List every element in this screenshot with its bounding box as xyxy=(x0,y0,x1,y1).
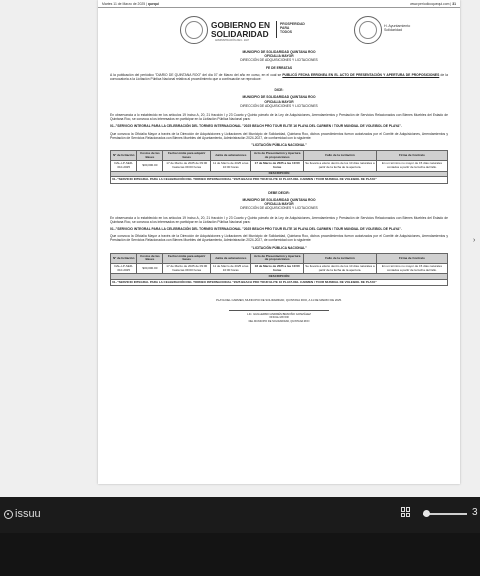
dice-direction: DIRECCIÓN DE ADQUISICIONES Y LICITACIONES xyxy=(240,103,318,108)
viewer-footer xyxy=(0,533,480,576)
government-header xyxy=(98,10,460,48)
debe-municipality: MUNICIPIO DE SOLIDARIDAD QUINTANA ROO xyxy=(242,198,316,203)
newspaper-page xyxy=(98,0,460,484)
table-cell: En un término no mayor de 15 días naturales contados a partir de la fecha del fallo. xyxy=(376,264,447,274)
signature-line xyxy=(229,310,329,311)
table-header: Fecha Límite para adquirir bases xyxy=(163,253,211,263)
table-desc: 01.-"SERVICIO INTEGRAL PARA LA CELEBRACIÓN DEL TORNEO INTERNACIONAL "2025 BEACH PRO TOUR ELITE 16 PLAYA DEL CARMEN / TOUR MUNDIAL DE VOLEIBOL DE PLAYA" xyxy=(111,279,448,286)
table-header: Junta de aclaraciones xyxy=(211,253,251,263)
state-seal-icon xyxy=(180,16,208,44)
top-strip-right: www.periodicoquequi.com | 31 xyxy=(410,1,456,6)
debe-paragraph-1: En observancia a lo establecido en los artículos 19 inciso A, 20, 21 fracción I y 23 Cuarto y Quinto párrafo de la Ley de Adquisiciones, Arrendamientos y Prestación de Servicios Relacionados con Bienes Muebles del Estado de Quintana Roo, se convoca a los interesados en participar en la Licitación Pública Nacional para: xyxy=(110,215,448,224)
place-date: PLAYA DEL CARMEN, MUNICIPIO DE SOLIDARIDAD, QUINTANA ROO, A 11 DE MARZO DE 2025. xyxy=(216,298,342,303)
table-cell: 18 de Marzo de 2025 a las 10:00 horas xyxy=(251,264,304,274)
table-cell: DAL-LP-SER-010-2025 xyxy=(111,264,137,274)
table-header: Fecha Límite para adquirir bases xyxy=(163,151,211,161)
table-row xyxy=(111,161,448,171)
table-cell: $30,000.00 xyxy=(137,161,163,171)
debe-heading: DEBE DECIR: xyxy=(268,190,290,195)
table-header: Acto de Presentación y Apertura de proposiciones xyxy=(251,151,304,161)
dice-office: OFICIALIA MAYOR xyxy=(264,99,294,104)
debe-office: OFICIALIA MAYOR xyxy=(264,202,294,207)
table-cell: 17 de Marzo de 2025 de 09:00 hasta las 09:00 horas xyxy=(163,264,211,274)
debe-table xyxy=(110,253,448,287)
table-header: Nº de licitación xyxy=(111,253,137,263)
table-desc-row xyxy=(111,279,448,286)
municipality-name: H. Ayuntamiento Solidaridad xyxy=(384,24,411,33)
table-header-row xyxy=(111,151,448,161)
table-header: Junta de aclaraciones xyxy=(211,151,251,161)
table-header: Acto de Presentación y Apertura de proposiciones xyxy=(251,253,304,263)
intro-municipality: MUNICIPIO DE SOLIDARIDAD QUINTANA ROO xyxy=(242,50,316,54)
table-header: Costos de las Bases xyxy=(137,253,163,263)
table-cell: 17 de Marzo de 2025 de 09:00 hasta las 09:00 horas xyxy=(163,161,211,171)
dice-paragraph-2: Que convoca la Oficialía Mayor a través de la Dirección de Adquisiciones y Licitaciones del Municipio de Solidaridad, Quintana Roo, dichos procedimientos fueron autorizados por el Comité de Adquisiciones, Arrendamientos y Prestación de Servicios Relacionados con Bienes Muebles del Ayuntamiento, Administración 2024-2027, de conformidad con lo siguiente: xyxy=(110,131,448,140)
table-cell: 11 de Marzo de 2025 a las 10:00 horas xyxy=(211,264,251,274)
table-desc-head: DESCRIPCIÓN xyxy=(111,171,448,177)
table-desc-row xyxy=(111,177,448,184)
table-header: Firma de Contrato xyxy=(376,253,447,263)
table-cell: 11 de Marzo de 2025 a las 10:00 horas xyxy=(211,161,251,171)
dice-table xyxy=(110,150,448,184)
signer-name: LIC. GUILLERMO ANDRÉS BRAVIÑO GONZÁLEZ xyxy=(247,311,311,316)
brand-period: ADMINISTRACIÓN 2024 - 2027 xyxy=(215,39,250,42)
table-cell: DAL-LP-SER-010-2025 xyxy=(111,161,137,171)
table-cell: Se llevará a efecto dentro de los 10 días naturales a partir de la fecha de la apertura. xyxy=(304,161,377,171)
table-row xyxy=(111,264,448,274)
table-desc: 01.-"SERVICIO INTEGRAL PARA LA CELEBRACIÓN DEL TORNEO INTERNACIONAL "2025 BEACH PRO TOUR ELITE 16 PLAYA DEL CARMEN / TOUR MUNDIAL DE VOLEIBOL DE PLAYA" xyxy=(111,177,448,184)
debe-table-title: "LICITACIÓN PÚBLICA NACIONAL" xyxy=(251,245,307,250)
grid-view-icon[interactable] xyxy=(401,507,411,517)
dice-municipality: MUNICIPIO DE SOLIDARIDAD QUINTANA ROO xyxy=(242,95,316,100)
municipal-seal-icon xyxy=(354,16,382,44)
signer-role-2: DEL MUNICIPIO DE SOLIDARIDAD, QUINTANA ROO xyxy=(248,320,310,324)
table-header-row xyxy=(111,253,448,263)
dice-table-title: "LICITACIÓN PÚBLICA NACIONAL" xyxy=(251,143,307,148)
dice-paragraph-1: En observancia a lo establecido en los artículos 19 inciso A, 20, 21 fracción I y 23 Cuarto y Quinto párrafo de la Ley de Adquisiciones, Arrendamientos y Prestación de Servicios Relacionados con Bienes Muebles del Estado de Quintana Roo, se convoca a los interesados en participar en la Licitación Pública Nacional para: xyxy=(110,113,448,122)
brand-title: GOBIERNO EN SOLIDARIDAD xyxy=(211,20,271,39)
table-cell: 17 de Marzo de 2025 a las 10:00 horas xyxy=(251,161,304,171)
debe-paragraph-2: Que convoca la Oficialía Mayor a través de la Dirección de Adquisiciones y Licitaciones del Municipio de Solidaridad, Quintana Roo, dichos procedimientos fueron autorizados por el Comité de Adquisiciones, Arrendamientos y Prestación de Servicios Relacionados con Bienes Muebles del Ayuntamiento, Administración 2024-2027, de conformidad con lo siguiente: xyxy=(110,234,448,243)
table-header: Fallo de la Licitación xyxy=(304,151,377,161)
table-desc-head: DESCRIPCIÓN xyxy=(111,274,448,280)
signature-block xyxy=(110,310,448,325)
table-header: Firma de Contrato xyxy=(376,151,447,161)
intro-office: OFICIALIA MAYOR xyxy=(264,54,294,59)
table-header: Fallo de la Licitación xyxy=(304,253,377,263)
errata-title: FE DE ERRATAS xyxy=(265,65,293,70)
signer-role: OFICIAL MAYOR xyxy=(269,315,289,319)
brand-tagline: PROSPERIDAD PARA TODOS xyxy=(280,22,305,35)
errata-document xyxy=(110,50,448,324)
issuu-logo-icon xyxy=(4,510,13,519)
issuu-logo[interactable] xyxy=(4,508,41,520)
dice-heading: DICE: xyxy=(274,88,284,93)
top-strip-left: Martes 11 de Marzo de 2025 | quequi xyxy=(102,1,159,6)
intro-direction: DIRECCIÓN DE ADQUISICIONES Y LICITACIONES xyxy=(240,58,318,63)
debe-service: 01.-"SERVICIO INTEGRAL PARA LA CELEBRACIÓN DEL TORNEO INTERNACIONAL "2025 BEACH PRO TOUR ELITE 16 PLAYA DEL CARMEN / TOUR MUNDIAL DE VOLEIBOL DE PLAYA". xyxy=(110,227,402,232)
brand-divider xyxy=(276,21,277,38)
next-page-arrow-icon[interactable]: › xyxy=(473,237,476,244)
intro-paragraph: A la publicación del periódico "DIARIO DE QUINTANA ROO" del día 07 de Marzo del año en curso, en el cual se PUBLICÓ FECHA ERRONEA EN EL ACTO DE PRESENTACIÓN Y APERTURA DE PROPOSICIONES de la convocatoria a la Licitación Pública Nacional relativa al procedimiento que a continuación se reproduce: xyxy=(110,72,448,82)
page-top-strip xyxy=(98,0,460,8)
page-indicator: 3 xyxy=(472,507,478,518)
table-cell: En un término no mayor de 15 días naturales contados a partir de la fecha del fallo. xyxy=(376,161,447,171)
table-header: Nº de licitación xyxy=(111,151,137,161)
table-header: Costos de las Bases xyxy=(137,151,163,161)
page-slider-handle[interactable] xyxy=(423,510,430,517)
table-cell: Se llevará a efecto dentro de los 10 días naturales a partir de la fecha de la apertura. xyxy=(304,264,377,274)
table-cell: $30,000.00 xyxy=(137,264,163,274)
issuu-logo-text: issuu xyxy=(15,508,41,520)
debe-direction: DIRECCIÓN DE ADQUISICIONES Y LICITACIONES xyxy=(240,206,318,211)
dice-service: 01.-"SERVICIO INTEGRAL PARA LA CELEBRACIÓN DEL TORNEO INTERNACIONAL "2025 BEACH PRO TOUR ELITE 16 PLAYA DEL CARMEN / TOUR MUNDIAL DE VOLEIBOL DE PLAYA". xyxy=(110,124,402,129)
